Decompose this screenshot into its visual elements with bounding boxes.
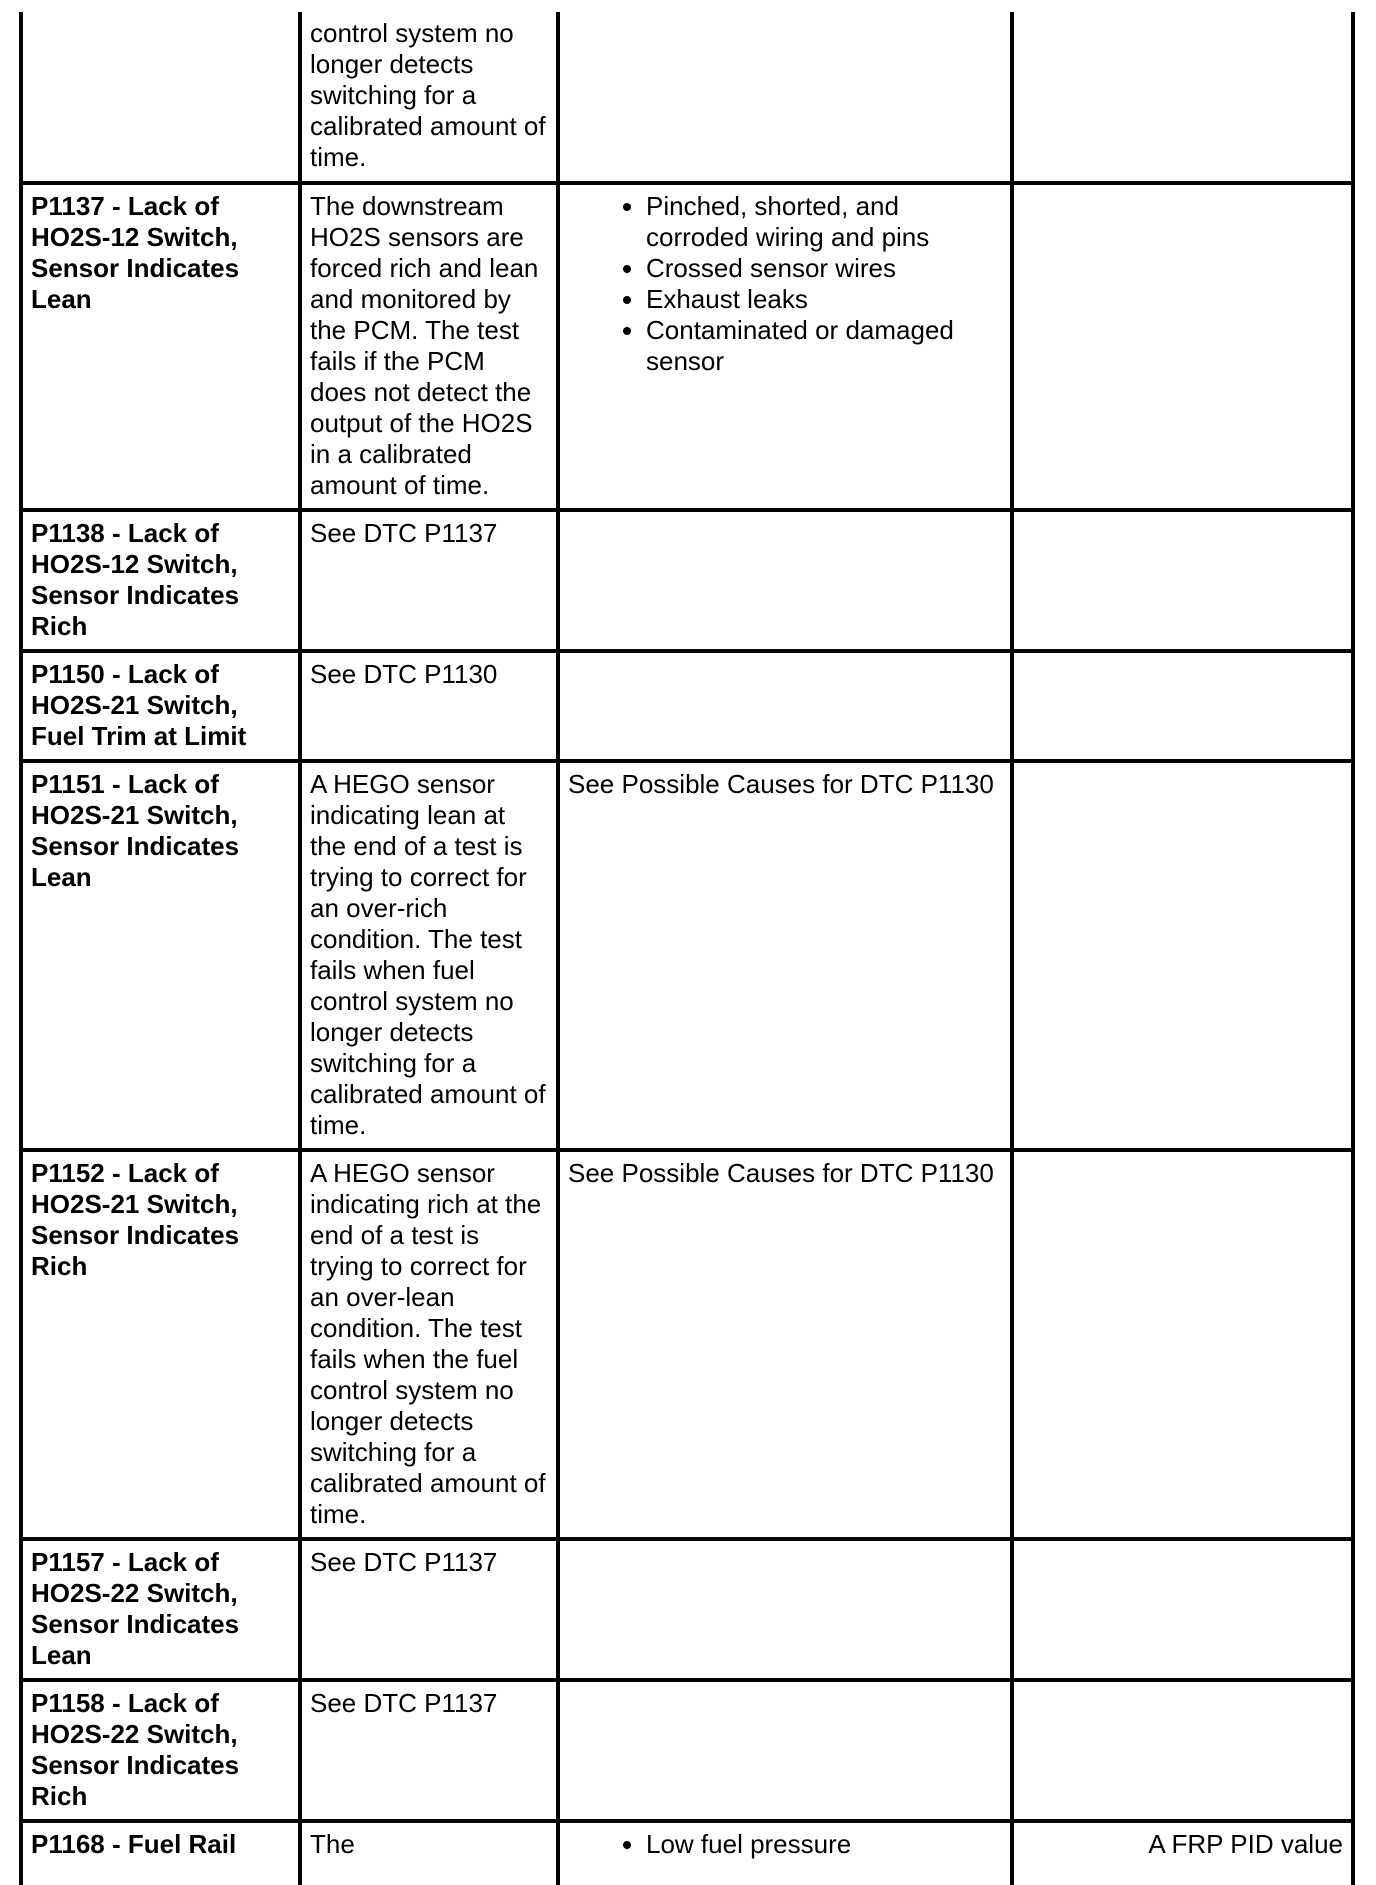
dtc-code-cell: P1157 - Lack of HO2S-22 Switch, Sensor Indicates Lean <box>21 1539 300 1680</box>
cause-list-item: • Low fuel pressure <box>646 1829 1002 1860</box>
dtc-code-cell: P1137 - Lack of HO2S-12 Switch, Sensor Indicates Lean <box>21 183 300 510</box>
table-row <box>21 1539 1353 1680</box>
table-row <box>21 761 1353 1150</box>
diagnostic-aids-cell <box>1012 651 1353 761</box>
diagnostic-aids-cell <box>1012 510 1353 651</box>
diagnostic-aids-cell <box>1012 761 1353 1150</box>
possible-causes-cell <box>558 1680 1012 1821</box>
description-cell: See DTC P1130 <box>300 651 558 761</box>
dtc-code-cell: P1158 - Lack of HO2S-22 Switch, Sensor Indicates Rich <box>21 1680 300 1821</box>
description-cell: The <box>300 1821 558 1885</box>
possible-causes-cell <box>558 1539 1012 1680</box>
cause-list-item: • Contaminated or damaged sensor <box>646 315 1002 377</box>
possible-causes-cell <box>558 761 1012 1150</box>
causes-list <box>568 191 1002 377</box>
cause-list-item: • Exhaust leaks <box>646 284 1002 315</box>
possible-causes-cell <box>558 12 1012 183</box>
table-row <box>21 183 1353 510</box>
table-row <box>21 1680 1353 1821</box>
dtc-code-cell: P1138 - Lack of HO2S-12 Switch, Sensor Indicates Rich <box>21 510 300 651</box>
dtc-code-cell: P1152 - Lack of HO2S-21 Switch, Sensor Indicates Rich <box>21 1150 300 1539</box>
table-row <box>21 12 1353 183</box>
possible-causes-cell <box>558 510 1012 651</box>
diagnostic-aids-cell: A FRP PID value <box>1012 1821 1353 1885</box>
diagnostic-aids-cell <box>1012 1680 1353 1821</box>
description-cell: See DTC P1137 <box>300 1539 558 1680</box>
description-cell: See DTC P1137 <box>300 510 558 651</box>
dtc-code-cell: P1168 - Fuel Rail <box>21 1821 300 1885</box>
description-cell: See DTC P1137 <box>300 1680 558 1821</box>
cause-list-item: • Crossed sensor wires <box>646 253 1002 284</box>
dtc-code-cell: P1151 - Lack of HO2S-21 Switch, Sensor Indicates Lean <box>21 761 300 1150</box>
possible-causes-cell <box>558 1821 1012 1885</box>
diagnostic-aids-cell <box>1012 12 1353 183</box>
causes-list <box>568 1829 1002 1860</box>
possible-causes-cell <box>558 1150 1012 1539</box>
description-cell: control system no longer detects switching for a calibrated amount of time. <box>300 12 558 183</box>
dtc-table-body <box>21 12 1353 1885</box>
diagnostic-aids-cell <box>1012 1539 1353 1680</box>
causes-text: See Possible Causes for DTC P1130 <box>568 1158 994 1188</box>
dtc-code-cell <box>21 12 300 183</box>
diagnostic-aids-cell <box>1012 1150 1353 1539</box>
possible-causes-cell <box>558 183 1012 510</box>
description-cell: A HEGO sensor indicating rich at the end of a test is trying to correct for an over-lean condition. The test fails when the fuel control system no longer detects switching for a calibrated amount of time. <box>300 1150 558 1539</box>
table-row <box>21 651 1353 761</box>
table-row <box>21 1150 1353 1539</box>
possible-causes-cell <box>558 651 1012 761</box>
table-row <box>21 510 1353 651</box>
table-row <box>21 1821 1353 1885</box>
cause-list-item: • Pinched, shorted, and corroded wiring and pins <box>646 191 1002 253</box>
dtc-table <box>19 12 1355 1885</box>
dtc-code-cell: P1150 - Lack of HO2S-21 Switch, Fuel Trim at Limit <box>21 651 300 761</box>
description-cell: A HEGO sensor indicating lean at the end of a test is trying to correct for an over-rich condition. The test fails when fuel control system no longer detects switching for a calibrated amount of time. <box>300 761 558 1150</box>
description-cell: The downstream HO2S sensors are forced rich and lean and monitored by the PCM. The test fails if the PCM does not detect the output of the HO2S in a calibrated amount of time. <box>300 183 558 510</box>
diagnostic-aids-cell <box>1012 183 1353 510</box>
causes-text: See Possible Causes for DTC P1130 <box>568 769 994 799</box>
